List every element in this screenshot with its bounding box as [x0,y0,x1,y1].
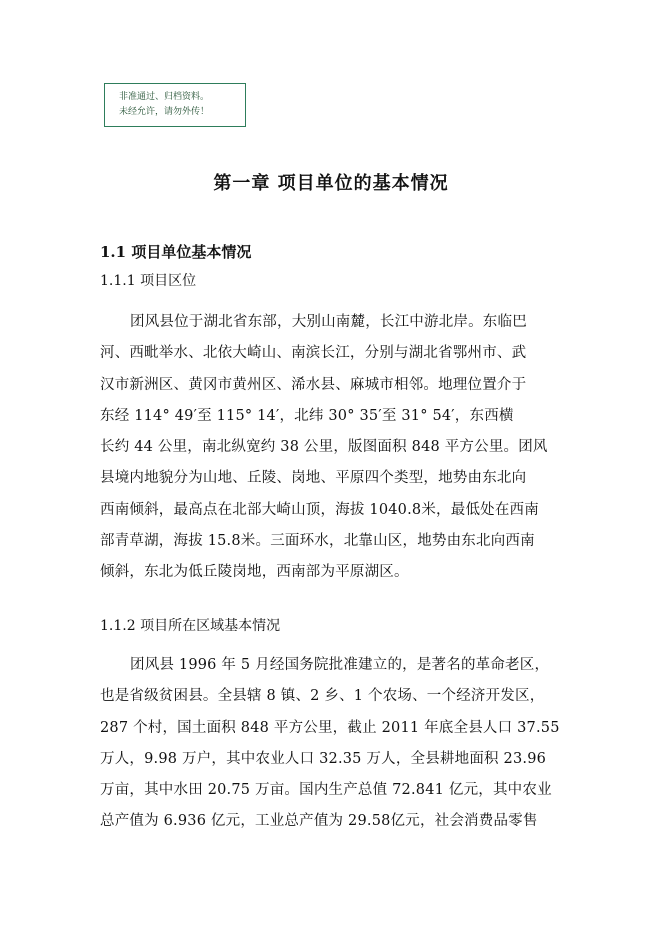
paragraph-line: 团风县 1996 年 5 月经国务院批准建立的，是著名的革命老区， [130,657,550,673]
paragraph-region-overview [100,650,560,838]
paragraph-line: 万人，9.98 万户，其中农业人口 32.35 万人，全县耕地面积 23.96 [100,750,547,767]
subsection-heading-1-1-2: 1.1.2 项目所在区域基本情况 [100,618,281,634]
paragraph-line: 总产值为 6.936 亿元，工业总产值为 29.58亿元，社会消费品零售 [100,813,538,830]
paragraph-line: 部青草湖，海拔 15.8米。三面环水，北靠山区，地势由东北向西南 [100,533,535,550]
paragraph-line: 287 个村，国土面积 848 平方公里，截止 2011 年底全县人口 37.55 [100,719,560,736]
confidential-notice-box [104,83,246,127]
subsection-heading-1-1-1: 1.1.1 项目区位 [100,273,197,289]
chapter-title: 第一章 项目单位的基本情况 [213,173,449,194]
paragraph-line: 河、西毗举水、北依大崎山、南滨长江，分别与湖北省鄂州市、武 [100,345,527,362]
paragraph-line: 长约 44 公里，南北纵宽约 38 公里，版图面积 848 平方公里。团风 [100,439,548,456]
paragraph-line: 团风县位于湖北省东部，大别山南麓，长江中游北岸。东临巴 [130,314,527,330]
paragraph-project-location [100,307,560,589]
paragraph-line: 万亩，其中水田 20.75 万亩。国内生产总值 72.841 亿元，其中农业 [100,782,552,799]
paragraph-line: 东经 114° 49′至 115° 14′，北纬 30° 35′至 31° 54′，东西横 [100,407,514,424]
paragraph-line: 也是省级贫困县。全县辖 8 镇、2 乡、1 个农场、一个经济开发区， [100,688,545,705]
paragraph-line: 倾斜，东北为低丘陵岗地，西南部为平原湖区。 [100,564,409,581]
paragraph-line: 西南倾斜，最高点在北部大崎山顶，海拔 1040.8米，最低处在西南 [100,501,539,518]
section-heading-1-1: 1.1 项目单位基本情况 [100,243,252,261]
paragraph-line: 汉市新洲区、黄冈市黄州区、浠水县、麻城市相邻。地理位置介于 [100,376,527,393]
notice-line-1: 非准通过、归档资料。 [119,92,210,102]
notice-line-2: 未经允许，请勿外传！ [119,107,210,117]
paragraph-line: 县境内地貌分为山地、丘陵、岗地、平原四个类型，地势由东北向 [100,470,527,487]
